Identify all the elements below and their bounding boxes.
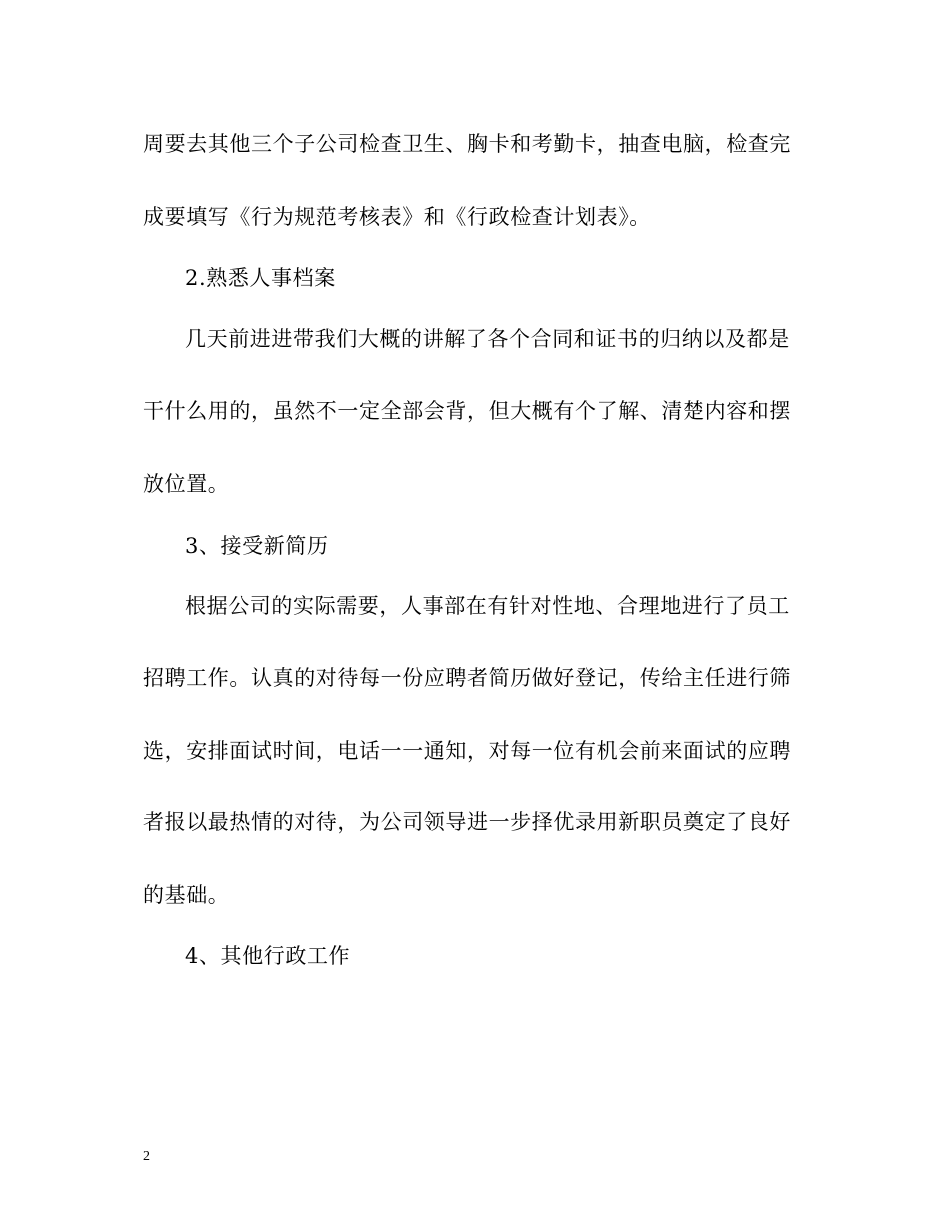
section-heading: 4、其他行政工作 <box>185 944 351 968</box>
paragraph-line: 招聘工作。认真的对待每一份应聘者简历做好登记，传给主任进行筛 <box>143 666 791 690</box>
paragraph-line: 成要填写《行为规范考核表》和《行政检查计划表》。 <box>143 205 651 229</box>
paragraph-line: 周要去其他三个子公司检查卫生、胸卡和考勤卡，抽查电脑，检查完 <box>143 132 791 156</box>
page-number: 2 <box>143 1149 150 1164</box>
paragraph-line: 根据公司的实际需要，人事部在有针对性地、合理地进行了员工 <box>185 594 790 618</box>
paragraph-line: 者报以最热情的对待，为公司领导进一步择优录用新职员奠定了良好 <box>143 810 791 834</box>
section-heading: 3、接受新简历 <box>185 534 329 558</box>
paragraph-line: 放位置。 <box>143 472 230 496</box>
paragraph-line: 几天前进进带我们大概的讲解了各个合同和证书的归纳以及都是 <box>185 327 790 351</box>
paragraph-line: 的基础。 <box>143 883 230 907</box>
paragraph-line: 干什么用的，虽然不一定全部会背，但大概有个了解、清楚内容和摆 <box>143 399 791 423</box>
section-heading: 2.熟悉人事档案 <box>185 266 336 290</box>
paragraph-line: 选，安排面试时间，电话一一通知，对每一位有机会前来面试的应聘 <box>143 739 791 763</box>
